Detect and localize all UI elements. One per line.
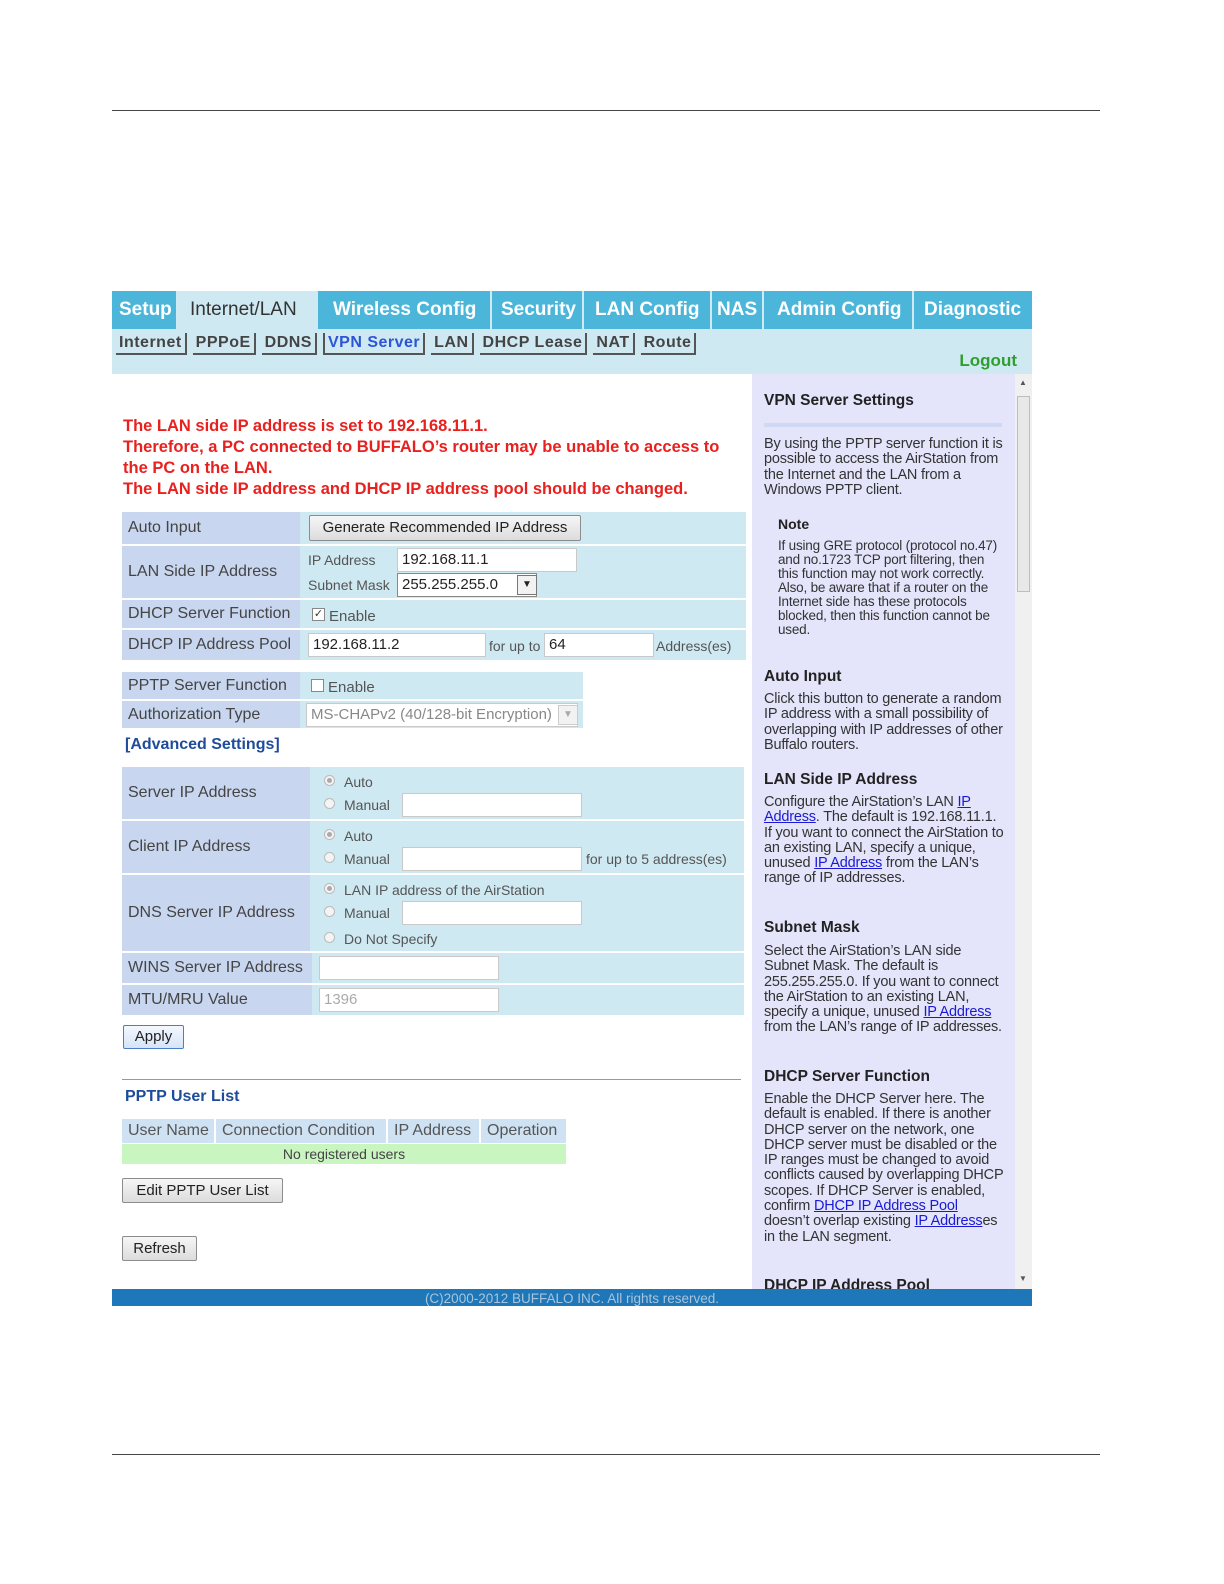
help-scrollbar[interactable] [1015,374,1032,1289]
addresses-unit-label: Address(es) [656,638,732,654]
tab-wireless-config[interactable]: Wireless Config [318,291,492,329]
tab-security[interactable]: Security [492,291,584,329]
help-subnet-title: Subnet Mask [764,919,860,936]
router-admin-window [112,291,1032,1306]
auto-input-row [122,512,746,544]
chevron-down-icon[interactable]: ▼ [558,705,578,725]
subtab-pppoe[interactable]: PPPoE [193,333,256,355]
help-dhcp-text-a: Enable the DHCP Server here. The default is enabled. If there is another DHCP server on the network, one DHCP server must be disabled or the IP ranges must be changed to avoid conflicts caused by overlapping DHCP scopes. If DHCP Server is enabled, confirm [764,1091,1004,1215]
help-lan-text-a: Configure the AirStation’s LAN [764,794,958,810]
main-content [112,374,752,1289]
scrollbar-thumb[interactable] [1017,396,1030,592]
help-dhcp-text-c: es in the LAN segment. [764,1213,998,1245]
pptp-server-row [122,672,583,699]
empty-user-list: No registered users [122,1144,566,1164]
help-subnet-text-a: Select the AirStation’s LAN side Subnet Mask. The default is 255.255.255.0. If you want to connect the AirStation to an existing LAN, specify a unique, unused [764,943,999,1021]
tab-nas[interactable]: NAS [712,291,764,329]
dns-lan-radio[interactable] [324,883,335,894]
ip-address-caption: IP Address [308,552,376,568]
subtab-route[interactable]: Route [641,333,697,355]
dhcp-pool-link[interactable]: DHCP IP Address Pool [813,1198,958,1215]
server-ip-auto-label: Auto [344,774,373,790]
help-pool-title: DHCP IP Address Pool [764,1277,930,1289]
dhcp-pool-row [122,630,746,660]
page-rule-bottom [112,1454,1100,1455]
chevron-down-icon[interactable]: ▼ [517,575,537,595]
col-connection-condition: Connection Condition [216,1119,386,1143]
lan-ip-label: LAN Side IP Address [122,546,300,598]
mtu-row [122,985,744,1015]
mtu-label: MTU/MRU Value [122,985,312,1015]
client-ip-manual-label: Manual [344,851,390,867]
help-note-title: Note [778,516,810,532]
subtab-vpn-server[interactable]: VPN Server [323,333,425,355]
client-ip-auto-label: Auto [344,828,373,844]
col-operation: Operation [481,1119,566,1143]
tab-admin-config[interactable]: Admin Config [764,291,914,329]
server-ip-manual-input[interactable] [402,793,582,817]
generate-ip-button[interactable]: Generate Recommended IP Address [309,515,581,541]
subtab-internet[interactable]: Internet [116,333,187,355]
pptp-enable-checkbox[interactable] [311,679,324,692]
subtab-dhcp-lease[interactable]: DHCP Lease [480,333,588,355]
dhcp-server-label: DHCP Server Function [122,600,300,628]
refresh-button[interactable]: Refresh [122,1236,197,1261]
help-dhcp-title: DHCP Server Function [764,1068,930,1085]
subtab-lan[interactable]: LAN [431,333,473,355]
help-auto-title: Auto Input [764,668,842,685]
help-note-2: Also, be aware that if a router on the Internet side has these protocols blocked, then this function cannot be used. [778,580,990,637]
pptp-enable-label: Enable [328,679,375,696]
dns-none-radio[interactable] [324,932,335,943]
pptp-server-label: PPTP Server Function [122,672,300,699]
col-ip-address: IP Address [388,1119,479,1143]
help-pane [752,374,1015,1289]
help-lan-text-b: . The default is 192.168.11.1. If you want to connect the AirStation to an existing LAN, specify a unique, unused [764,809,1004,872]
top-nav [112,291,1032,329]
ip-address-link[interactable]: IP Address [923,1004,992,1021]
tab-lan-config[interactable]: LAN Config [584,291,712,329]
page-rule-top [112,110,1100,111]
dhcp-pool-count-input[interactable]: 64 [544,633,654,657]
help-dhcp-text-b: doesn’t overlap existing [764,1213,915,1230]
sub-nav [112,329,1032,374]
dns-lan-label: LAN IP address of the AirStation [344,882,545,898]
auth-type-select[interactable]: MS-CHAPv2 (40/128-bit Encryption) [306,703,578,727]
dhcp-pool-start-input[interactable]: 192.168.11.2 [308,633,486,657]
client-ip-suffix: for up to 5 address(es) [586,851,727,867]
dns-row [122,875,744,951]
subnet-mask-caption: Subnet Mask [308,577,390,593]
apply-button[interactable]: Apply [123,1025,184,1049]
subtab-ddns[interactable]: DDNS [262,333,317,355]
dns-manual-label: Manual [344,905,390,921]
help-note-1: If using GRE protocol (protocol no.47) and no.1723 TCP port filtering, then this function may not work correctly. [778,538,998,581]
subtab-nat[interactable]: NAT [593,333,634,355]
help-title: VPN Server Settings [764,392,914,409]
tab-setup[interactable]: Setup [112,291,178,329]
dhcp-pool-label: DHCP IP Address Pool [122,630,300,660]
edit-pptp-user-list-button[interactable]: Edit PPTP User List [122,1178,283,1203]
mtu-input[interactable]: 1396 [319,988,499,1012]
dhcp-server-row [122,600,746,628]
server-ip-manual-label: Manual [344,797,390,813]
dhcp-enable-checkbox[interactable]: ✓ [313,608,324,620]
server-ip-row [122,767,744,819]
warning-line-1: The LAN side IP address is set to 192.168.11.1. [123,417,488,435]
scroll-up-icon[interactable]: ▲ [1019,378,1027,387]
lan-ip-row [122,546,746,598]
help-lan-text [764,795,1004,887]
warning-line-2: Therefore, a PC connected to BUFFALO’s router may be unable to access to the PC on the LAN. [123,438,720,477]
wins-label: WINS Server IP Address [122,953,312,983]
dns-manual-input[interactable] [402,901,582,925]
client-ip-label: Client IP Address [122,821,310,873]
help-subnet-text-b: from the LAN’s range of IP addresses. [764,1019,1002,1036]
ip-address-link[interactable]: IP Address [914,1213,983,1230]
logout-link[interactable]: Logout [959,351,1017,370]
client-ip-auto-radio[interactable] [324,829,335,840]
server-ip-label: Server IP Address [122,767,310,819]
ip-address-link[interactable]: IP Address [764,794,971,826]
col-user-name: User Name [122,1119,214,1143]
help-lan-title: LAN Side IP Address [764,771,918,788]
for-up-to-label: for up to [489,638,541,654]
scroll-down-icon[interactable]: ▼ [1019,1274,1027,1283]
auth-type-label: Authorization Type [122,701,300,728]
wins-row [122,953,744,983]
wins-input[interactable] [319,956,499,980]
tab-diagnostic[interactable]: Diagnostic [924,299,1022,320]
dns-label: DNS Server IP Address [122,875,310,951]
pptp-user-list-heading: PPTP User List [125,1088,240,1105]
help-intro: By using the PPTP server function it is possible to access the AirStation from the Internet and the LAN from a Windows PPTP client. [764,436,1003,498]
help-subnet-text [764,944,1004,1036]
auth-type-row [122,701,583,728]
section-divider [122,1079,741,1080]
help-note-text [778,539,1004,637]
help-auto-text: Click this button to generate a random IP address with a small possibility of overlapping with IP addresses of other Buffalo routers. [764,691,1003,753]
dns-manual-radio[interactable] [324,906,335,917]
auto-input-label: Auto Input [122,512,300,544]
server-ip-manual-radio[interactable] [324,798,335,809]
lan-ip-input[interactable]: 192.168.11.1 [397,548,577,572]
help-lan-text-c: from the LAN’s range of IP addresses. [764,855,979,887]
dns-none-label: Do Not Specify [344,931,438,947]
dhcp-enable-label: Enable [329,608,376,625]
help-title-underline [764,423,1002,427]
client-ip-manual-input[interactable] [402,847,582,871]
lan-warning [123,416,743,500]
server-ip-auto-radio[interactable] [324,775,335,786]
help-dhcp-text [764,1092,1004,1245]
client-ip-manual-radio[interactable] [324,852,335,863]
ip-address-link[interactable]: IP Address [814,855,883,872]
advanced-settings-heading: [Advanced Settings] [125,736,280,753]
tab-internet-lan[interactable]: Internet/LAN [178,291,318,329]
subnet-mask-select[interactable]: 255.255.255.0 [397,573,537,597]
warning-line-3: The LAN side IP address and DHCP IP address pool should be changed. [123,480,688,498]
footer: (C)2000-2012 BUFFALO INC. All rights reserved. [112,1289,1032,1306]
client-ip-row [122,821,744,873]
